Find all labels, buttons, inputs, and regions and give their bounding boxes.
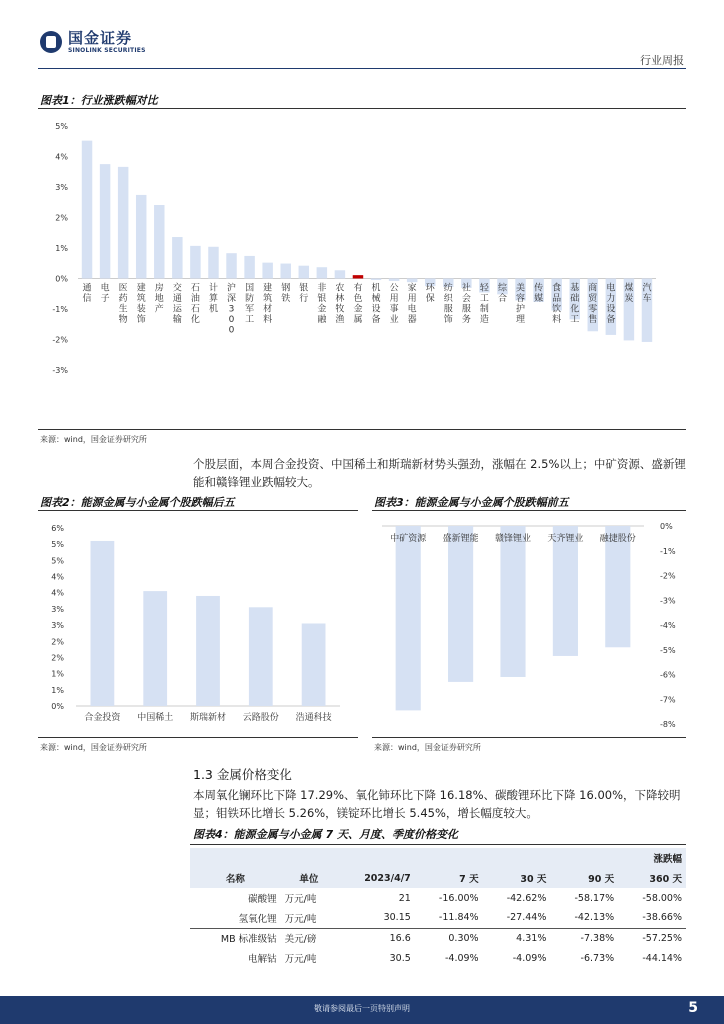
category-label-char: 公: [389, 283, 399, 294]
category-label-char: 医: [118, 283, 128, 294]
category-label-char: 煤: [624, 283, 634, 294]
category-label: [317, 282, 327, 326]
category-label: [462, 282, 471, 326]
y-tick-label: 3%: [55, 183, 68, 192]
y-tick-label: 0%: [51, 702, 64, 711]
bar: [371, 279, 381, 281]
category-label: [498, 282, 508, 305]
fig3-divider: [372, 510, 686, 511]
category-label: 赣锋锂业: [494, 534, 532, 544]
category-label-char: 生: [118, 304, 128, 315]
category-label-char: 车: [642, 294, 652, 304]
group-header-change: 涨跌幅: [618, 848, 686, 868]
table-row: [190, 888, 686, 908]
table-cell: 16.6: [389, 932, 411, 944]
y-tick-label: 4%: [55, 152, 68, 162]
y-tick-label: -1%: [52, 305, 68, 314]
col-header: 单位: [281, 868, 337, 888]
category-label-char: 信: [82, 294, 92, 304]
y-tick-label: -5%: [660, 645, 676, 655]
bar: [605, 526, 630, 647]
category-label-char: 媒: [534, 294, 544, 304]
bar: [262, 263, 272, 279]
category-label-char: 牧: [335, 304, 345, 315]
category-label: 合金投资: [84, 713, 121, 723]
fig1-source: 来源：wind，国金证券研究所: [40, 435, 147, 444]
category-label-char: 非: [317, 283, 327, 294]
category-label: [624, 282, 633, 305]
y-tick-label: 3%: [51, 604, 64, 614]
table-cell: 30.15: [383, 912, 411, 924]
table-cell: -58.00%: [642, 892, 682, 904]
y-tick-label: -6%: [660, 670, 676, 680]
category-label-char: 电: [100, 283, 110, 294]
bar: [353, 275, 363, 278]
category-label-char: 础: [570, 294, 580, 304]
category-label-char: 电: [407, 304, 417, 315]
category-label-char: 运: [172, 304, 182, 315]
y-tick-label: -3%: [52, 366, 68, 375]
table-cell: -57.25%: [642, 932, 682, 944]
category-label-char: 钢: [281, 283, 291, 294]
category-label-char: 计: [208, 283, 218, 294]
table-cell: 碳酸锂: [248, 894, 277, 905]
category-label-char: 综: [497, 283, 507, 294]
table-cell: -58.17%: [574, 892, 615, 904]
bar: [280, 264, 290, 279]
category-label-char: 制: [479, 304, 489, 315]
category-label: [83, 283, 92, 305]
table-cell: -11.84%: [438, 912, 479, 924]
category-label-char: 饮: [552, 304, 562, 315]
category-label: [227, 282, 236, 336]
category-label-char: 环: [425, 283, 435, 294]
fig2-divider: [38, 510, 358, 511]
y-tick-label: 1%: [55, 244, 68, 253]
category-label-char: 饰: [136, 315, 146, 325]
category-label-char: 备: [371, 315, 381, 325]
fig1-title: 图表1：行业涨跌幅对比: [40, 94, 158, 107]
category-label-char: 务: [461, 315, 471, 325]
category-label: [281, 282, 290, 305]
y-tick-label: 2%: [51, 653, 64, 663]
bar: [118, 167, 128, 279]
category-label-char: 料: [263, 315, 273, 325]
category-label: [299, 282, 308, 305]
bar: [302, 623, 326, 706]
category-label-char: 化: [570, 304, 580, 315]
category-label-char: 银: [317, 294, 327, 304]
category-label-char: 容: [516, 294, 526, 304]
category-label: 天齐锂业: [547, 534, 584, 544]
fig1-bottom-divider: [38, 429, 686, 430]
y-tick-label: -1%: [660, 546, 676, 556]
category-label-char: 融: [317, 315, 327, 325]
category-label-char: 建: [263, 283, 273, 294]
bar: [299, 266, 309, 279]
category-label-char: 社: [461, 283, 471, 294]
category-label: [119, 283, 128, 326]
col-header: 2023/4/7: [337, 868, 415, 888]
bar: [396, 526, 421, 710]
category-label-char: 备: [606, 315, 616, 325]
category-label-char: 房: [154, 283, 164, 294]
category-label: [588, 282, 598, 326]
category-label-char: 物: [118, 315, 128, 325]
category-label: [480, 282, 490, 326]
category-label-char: 商: [588, 283, 598, 294]
category-label-char: 产: [154, 304, 164, 315]
category-label-char: 色: [353, 294, 363, 304]
table-cell: 0.30%: [448, 932, 479, 944]
y-tick-label: 1%: [51, 669, 64, 679]
category-label-char: 林: [335, 294, 345, 304]
bar: [208, 247, 218, 279]
category-label-char: 筑: [263, 294, 273, 304]
col-header: 7 天: [415, 868, 483, 888]
category-label-char: 国: [245, 283, 255, 294]
category-label-char: 筑: [136, 294, 146, 304]
logo-english: SINOLINK SECURITIES: [68, 46, 146, 54]
table-cell: -44.14%: [642, 952, 682, 964]
category-label-char: 合: [497, 294, 507, 304]
table-cell: 美元/磅: [284, 934, 317, 946]
category-label-char: 建: [136, 283, 146, 294]
category-label: [390, 283, 399, 326]
brand-logo: [40, 30, 146, 54]
bar: [226, 253, 236, 278]
bar: [553, 526, 578, 656]
category-label: [245, 283, 254, 326]
category-label-char: 零: [588, 304, 598, 315]
category-label-char: 食: [552, 283, 562, 294]
category-label-char: 0: [228, 325, 235, 336]
table-cell: -16.00%: [438, 892, 479, 904]
category-label: [552, 282, 561, 326]
y-tick-label: 0%: [660, 522, 673, 531]
category-label-char: 传: [534, 283, 544, 294]
category-label-char: 炭: [624, 294, 634, 304]
table-cell: -27.44%: [506, 912, 547, 924]
category-label: [444, 282, 454, 326]
bar: [82, 141, 92, 279]
category-label: [353, 282, 362, 326]
category-label-char: 服: [443, 304, 453, 315]
category-label-char: 基: [570, 283, 580, 294]
table-cell: 万元/吨: [284, 913, 317, 925]
bar: [407, 279, 417, 283]
category-label: [335, 282, 344, 326]
stock-commentary: 个股层面，本周合金投资、中国稀土和斯瑞新材势头强劲，涨幅在 2.5%以上；中矿资源、盛新锂能和赣锋锂业跌幅较大。: [193, 457, 686, 489]
category-label: 盛新锂能: [442, 534, 479, 544]
category-label-char: 地: [154, 294, 164, 304]
category-label-char: 铁: [281, 294, 291, 304]
footer-disclaimer: 敬请参阅最后一页特别声明: [314, 1004, 410, 1013]
col-header: 30 天: [483, 868, 551, 888]
page-number: 5: [688, 1000, 698, 1016]
category-label-char: 有: [353, 283, 363, 294]
category-label-char: 沪: [227, 283, 237, 294]
category-label-char: 售: [588, 315, 598, 325]
category-label: [173, 282, 183, 326]
table-header-row: [190, 868, 686, 888]
bar: [500, 526, 525, 677]
table-cell: 30.5: [389, 952, 411, 964]
bar: [244, 256, 254, 279]
table-cell: 4.31%: [516, 932, 547, 944]
logo-name: 国金证券: [68, 28, 133, 47]
bar: [389, 279, 399, 281]
category-label-char: 防: [245, 294, 255, 304]
table-row: [190, 928, 686, 948]
table-cell: 万元/吨: [284, 894, 317, 905]
y-tick-label: -7%: [660, 695, 676, 705]
category-label: [372, 282, 381, 326]
category-label-char: 化: [190, 315, 200, 325]
category-label: 中矿资源: [390, 534, 427, 544]
category-label-char: 属: [353, 315, 363, 325]
category-label-char: 工: [245, 315, 255, 325]
category-label-char: 贸: [588, 294, 598, 304]
category-label: [263, 282, 272, 326]
bar: [143, 591, 167, 706]
category-label-char: 子: [100, 294, 110, 304]
bar: [190, 246, 200, 279]
category-label-char: 设: [371, 304, 381, 315]
category-label-char: 用: [407, 294, 417, 304]
category-label: [570, 282, 579, 326]
category-label: [191, 283, 200, 326]
category-label-char: 深: [227, 294, 237, 304]
fig2-title: 图表2：能源金属与小金属个股跌幅后五: [40, 496, 235, 509]
category-label-char: 械: [371, 294, 381, 304]
table-cell: -4.09%: [512, 952, 547, 964]
table-cell: -38.66%: [642, 912, 682, 924]
bar: [172, 237, 182, 278]
category-label-char: 3: [228, 304, 235, 315]
y-tick-label: -4%: [660, 621, 676, 630]
y-tick-label: 1%: [51, 685, 64, 695]
col-header: 名称: [190, 868, 281, 888]
section-paragraph: 本周氧化镧环比下降 17.29%、氧化铈环比下降 16.18%、碳酸锂环比下降 16.00%，下降较明显；钼铁环比增长 5.26%，镁锭环比增长 5.45%，增长幅度较大。: [193, 788, 681, 820]
category-label: [209, 282, 218, 315]
category-label-char: 饰: [443, 315, 453, 325]
fig3-source: 来源：wind，国金证券研究所: [374, 743, 481, 752]
table-cell: 氢氧化锂: [238, 913, 277, 925]
category-label-char: 纺: [443, 283, 453, 294]
y-tick-label: 6%: [51, 524, 64, 533]
category-label-char: 通: [172, 294, 182, 304]
table-row: [190, 908, 686, 928]
table-cell: -42.13%: [574, 912, 615, 924]
category-label: [101, 282, 110, 305]
category-label-char: 工: [479, 294, 489, 304]
category-label-char: 护: [516, 304, 526, 315]
category-label-char: 设: [606, 304, 616, 315]
bar: [249, 607, 273, 706]
industry-change-chart: [40, 112, 686, 422]
table-group-header: [190, 848, 686, 868]
bar: [196, 596, 220, 706]
category-label-char: 用: [389, 294, 399, 304]
price-change-table: [190, 848, 686, 968]
category-label-char: 银: [299, 283, 309, 294]
y-tick-label: 2%: [51, 637, 64, 647]
category-label-char: 渔: [335, 315, 345, 325]
col-header: 360 天: [618, 868, 686, 888]
category-label-char: 油: [190, 294, 200, 304]
category-label-char: 轻: [479, 283, 489, 294]
table-cell: 21: [398, 892, 411, 904]
category-label: [137, 282, 146, 326]
category-label-char: 机: [371, 283, 381, 294]
fig3-bottom-divider: [372, 737, 686, 738]
category-label-char: 装: [136, 304, 146, 315]
bar: [317, 267, 327, 278]
y-tick-label: 5%: [51, 556, 64, 566]
category-label-char: 家: [407, 283, 417, 294]
y-tick-label: 0%: [55, 274, 68, 284]
fig4-title: 图表4：能源金属与小金属 7 天、月度、季度价格变化: [193, 828, 458, 841]
category-label: [642, 282, 651, 305]
bar: [91, 541, 115, 706]
category-label-char: 力: [606, 294, 616, 304]
y-tick-label: 3%: [51, 621, 64, 631]
category-label-char: 通: [82, 283, 92, 294]
category-label-char: 理: [516, 315, 526, 325]
category-label-char: 石: [190, 304, 200, 315]
bar: [154, 205, 164, 279]
category-label-char: 保: [425, 294, 435, 304]
fig3-title: 图表3：能源金属与小金属个股跌幅前五: [374, 496, 569, 509]
category-label-char: 农: [335, 283, 345, 294]
y-tick-label: 4%: [51, 572, 64, 582]
section-title: 1.3 金属价格变化: [193, 767, 292, 782]
category-label-char: 算: [208, 294, 218, 304]
category-label-char: 输: [172, 315, 182, 325]
logo-icon: [40, 31, 62, 53]
y-tick-label: 2%: [55, 213, 68, 223]
category-label-char: 金: [353, 304, 363, 315]
category-label: 斯瑞新材: [189, 713, 227, 723]
y-tick-label: 5%: [55, 122, 68, 131]
table-cell: MB 标准级钴: [220, 934, 277, 946]
y-tick-label: -8%: [660, 720, 676, 729]
category-label: 浩通科技: [295, 713, 332, 723]
table-cell: -7.38%: [580, 932, 615, 944]
bar: [448, 526, 473, 682]
category-label-char: 服: [461, 304, 471, 315]
category-label: [516, 282, 525, 326]
category-label-char: 交: [172, 283, 182, 294]
table-cell: 电解钴: [248, 954, 277, 965]
fig4-divider: [190, 844, 686, 845]
category-label: [155, 282, 164, 315]
y-tick-label: -2%: [52, 335, 68, 345]
category-label-char: 汽: [642, 283, 652, 294]
category-label-char: 美: [516, 283, 526, 294]
y-tick-label: 4%: [51, 588, 64, 598]
category-label-char: 事: [389, 304, 399, 315]
category-label-char: 造: [479, 315, 489, 325]
category-label-char: 行: [299, 294, 309, 304]
table-cell: -42.62%: [506, 892, 547, 904]
category-label: 中国稀土: [137, 713, 174, 723]
category-label: [606, 282, 615, 326]
top-decliners-chart: [372, 516, 686, 732]
category-label: 融捷股份: [599, 534, 636, 544]
category-label-char: 材: [263, 304, 273, 315]
category-label: [534, 282, 543, 305]
category-label-char: 军: [245, 304, 255, 315]
category-label-char: 机: [208, 304, 218, 315]
category-label-char: 品: [552, 294, 562, 304]
category-label-char: 药: [118, 294, 128, 304]
category-label: 云路股份: [242, 713, 279, 723]
category-label-char: 业: [389, 315, 399, 325]
col-header: 90 天: [550, 868, 618, 888]
top-gainers-chart: [40, 516, 358, 732]
table-row: [190, 948, 686, 968]
category-label: [426, 283, 436, 305]
category-label-char: 料: [552, 315, 562, 325]
y-tick-label: 5%: [51, 540, 64, 550]
category-label-char: 电: [606, 283, 616, 294]
bar: [335, 270, 345, 278]
table-cell: -4.09%: [444, 952, 479, 964]
category-label-char: 0: [228, 315, 235, 325]
fig2-bottom-divider: [38, 737, 358, 738]
table-cell: -6.73%: [580, 952, 615, 964]
category-label-char: 会: [461, 294, 471, 304]
bar: [100, 164, 110, 278]
category-label-char: 石: [190, 283, 200, 294]
table-cell: 万元/吨: [284, 954, 317, 965]
category-label: [408, 282, 417, 326]
category-label-char: 工: [570, 315, 580, 325]
bar: [136, 195, 146, 279]
document-type: 行业周报: [640, 54, 684, 67]
category-label-char: 织: [443, 294, 453, 304]
y-tick-label: -3%: [660, 596, 676, 606]
category-label-char: 器: [407, 315, 417, 325]
y-tick-label: -2%: [660, 571, 676, 581]
fig2-source: 来源：wind，国金证券研究所: [40, 743, 147, 752]
header-divider: [38, 68, 686, 69]
category-label-char: 金: [317, 304, 327, 315]
fig1-divider: [38, 108, 686, 109]
